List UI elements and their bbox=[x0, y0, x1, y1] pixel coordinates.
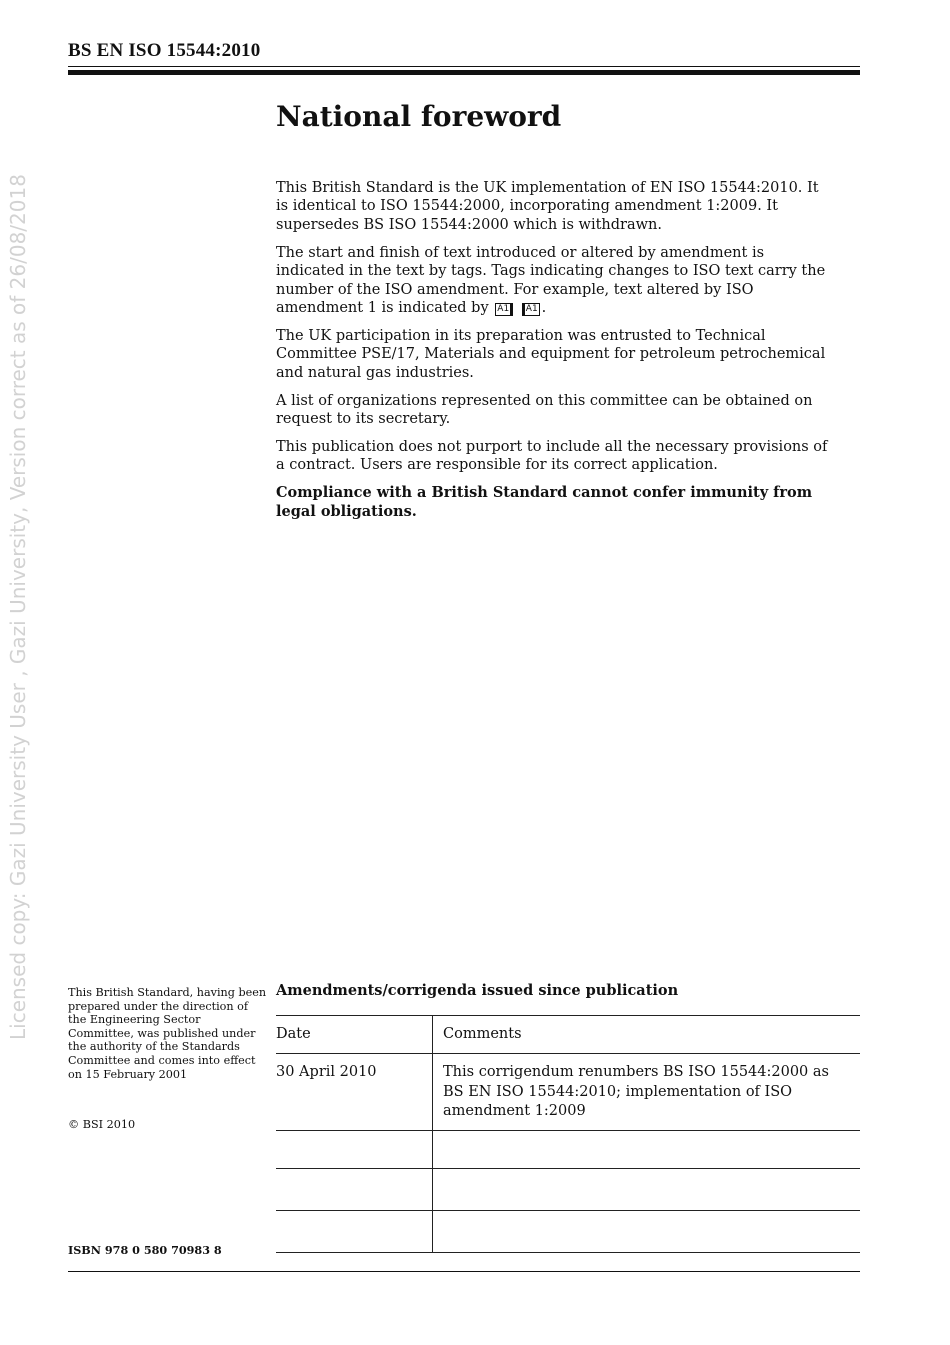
foreword-body bbox=[276, 179, 828, 531]
paragraph-compliance: Compliance with a British Standard cannot confer immunity from legal obligations. bbox=[276, 484, 813, 520]
table-row bbox=[276, 1054, 860, 1131]
paragraph-amendment-tags-end: . bbox=[541, 299, 547, 316]
row-comments bbox=[433, 1169, 861, 1211]
row-date bbox=[276, 1211, 433, 1253]
page-title: National foreword bbox=[276, 100, 562, 133]
amendments-table bbox=[276, 1015, 860, 1253]
paragraph-contract: This publication does not purport to include all the necessary provisions of a contract. Users are responsible for its correct application. bbox=[276, 438, 828, 474]
row-comments bbox=[433, 1131, 861, 1169]
header-thick-rule bbox=[68, 70, 860, 75]
paragraph-amendment-tags-text: The start and finish of text introduced or altered by amendment is indicated in the text by tags. Tags indicating changes to ISO text carry the number of the ISO amendment. For example, text altered by ISO amendment 1 is indicated by bbox=[276, 244, 826, 316]
header-date: Date bbox=[276, 1016, 433, 1054]
paragraph-amendment-tags bbox=[276, 244, 828, 318]
amendment-start-tag-icon: A1 bbox=[495, 303, 513, 316]
footer-rule bbox=[68, 1271, 860, 1272]
table-row bbox=[276, 1131, 860, 1169]
paragraph-committee: The UK participation in its preparation was entrusted to Technical Committee PSE/17, Materials and equipment for petroleum petrochemical and natural gas industries. bbox=[276, 327, 826, 381]
paragraph-organizations: A list of organizations represented on this committee can be obtained on request to its secretary. bbox=[276, 392, 813, 427]
row-date bbox=[276, 1169, 433, 1211]
copyright-notice: © BSI 2010 bbox=[68, 1118, 136, 1131]
license-watermark: Licensed copy: Gazi University User , Gazi University, Version correct as of 26/08/2018 bbox=[6, 174, 30, 1040]
table-header-row bbox=[276, 1016, 860, 1054]
row-date bbox=[276, 1131, 433, 1169]
row-comments bbox=[433, 1211, 861, 1253]
table-row bbox=[276, 1211, 860, 1253]
document-id-header: BS EN ISO 15544:2010 bbox=[68, 40, 261, 61]
header-comments: Comments bbox=[433, 1016, 861, 1054]
amendment-end-tag-icon: A1 bbox=[522, 303, 540, 316]
publication-note: This British Standard, having been prepared under the direction of the Engineering Sector Committee, was published under the authority of the Standards Committee and comes into effect on 15 February 2001 bbox=[68, 986, 267, 1081]
row-comments: This corrigendum renumbers BS ISO 15544:2000 as BS EN ISO 15544:2010; implementation of ISO amendment 1:2009 bbox=[433, 1054, 861, 1131]
table-row bbox=[276, 1169, 860, 1211]
paragraph-implementation: This British Standard is the UK implementation of EN ISO 15544:2010. It is identical to ISO 15544:2000, incorporating amendment 1:2009. It supersedes BS ISO 15544:2000 which is withdrawn. bbox=[276, 180, 819, 233]
amendments-title: Amendments/corrigenda issued since publication bbox=[276, 982, 679, 999]
header-thin-rule bbox=[68, 66, 860, 67]
row-date: 30 April 2010 bbox=[276, 1054, 433, 1131]
isbn: ISBN 978 0 580 70983 8 bbox=[68, 1243, 222, 1257]
